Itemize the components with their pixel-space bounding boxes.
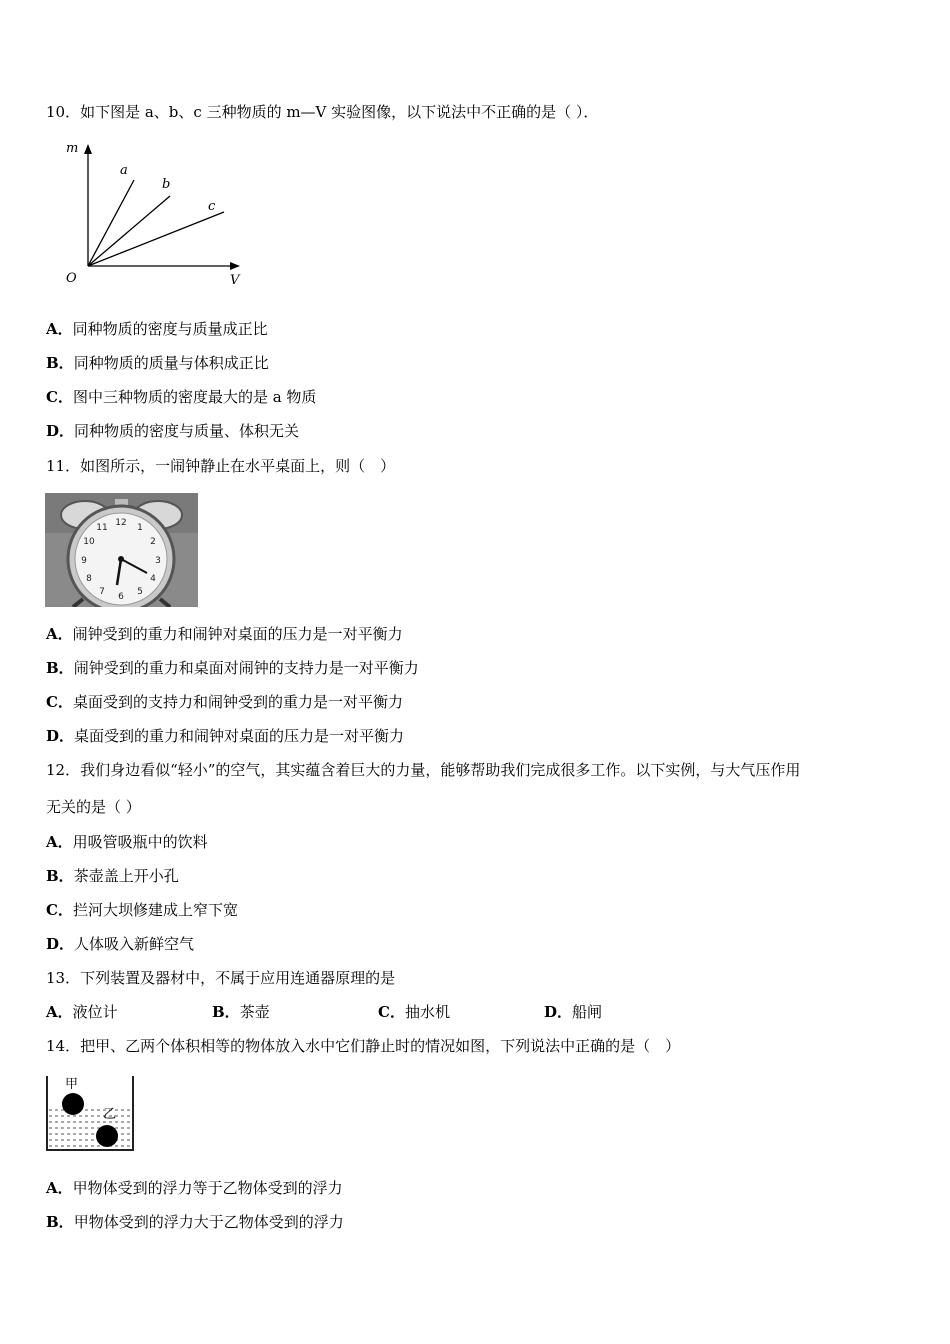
graph-label-b: b: [162, 177, 171, 192]
object-yi: [96, 1125, 118, 1147]
clock-12: 12: [115, 518, 127, 528]
q12-stem-line2: 无关的是（ ）: [46, 798, 141, 816]
label-yi: 乙: [103, 1107, 117, 1122]
object-jia: [62, 1093, 84, 1115]
q12-stem-line1: 12．我们身边看似“轻小”的空气，其实蕴含着巨大的力量，能够帮助我们完成很多工作。以下实例，与大气压作用: [46, 761, 801, 779]
clock-4: 4: [150, 574, 156, 584]
q12-option-d: D．人体吸入新鲜空气: [46, 935, 195, 953]
alarm-clock-image: [45, 493, 198, 607]
q13-option-c: C．抽水机: [378, 1003, 450, 1021]
x-axis-arrow-icon: [230, 262, 240, 270]
q10-stem: 10．如下图是 a、b、c 三种物质的 m—V 实验图像，以下说法中不正确的是（ ）．: [46, 103, 599, 121]
line-a: [88, 180, 134, 266]
line-b: [88, 196, 170, 266]
q13-options: [46, 1002, 602, 1022]
q13-option-b: B．茶壶: [212, 1003, 270, 1021]
clock-3: 3: [155, 556, 161, 566]
label-jia: 甲: [65, 1077, 79, 1092]
q12-option-c: C．拦河大坝修建成上窄下宽: [46, 901, 238, 919]
graph-label-a: a: [120, 163, 128, 178]
q13-option-d: D．船闸: [544, 1003, 603, 1021]
y-axis-arrow-icon: [84, 144, 92, 154]
q11-option-c: C．桌面受到的支持力和闹钟受到的重力是一对平衡力: [46, 693, 403, 711]
q11-stem: 11．如图所示，一闹钟静止在水平桌面上，则（ ）: [46, 457, 396, 475]
clock-6: 6: [118, 592, 124, 602]
q14-option-b: B．甲物体受到的浮力大于乙物体受到的浮力: [46, 1213, 344, 1231]
q14-option-a: A．甲物体受到的浮力等于乙物体受到的浮力: [46, 1179, 343, 1197]
q12-option-a: A．用吸管吸瓶中的饮料: [46, 833, 208, 851]
floating-objects-figure: [45, 1072, 135, 1152]
graph-origin-label: O: [66, 271, 77, 286]
q11-option-b: B．闹钟受到的重力和桌面对闹钟的支持力是一对平衡力: [46, 659, 419, 677]
graph-label-c: c: [208, 199, 216, 214]
q11-option-d: D．桌面受到的重力和闹钟对桌面的压力是一对平衡力: [46, 727, 405, 745]
q10-option-d: D．同种物质的密度与质量、体积无关: [46, 422, 300, 440]
q10-option-a: A．同种物质的密度与质量成正比: [46, 320, 268, 338]
q13-stem: 13．下列装置及器材中，不属于应用连通器原理的是: [46, 969, 396, 987]
graph-y-label: m: [66, 141, 79, 156]
q13-option-a: A．液位计: [46, 1003, 118, 1021]
clock-7: 7: [99, 587, 105, 597]
clock-9: 9: [81, 556, 87, 566]
q12-option-b: B．茶壶盖上开小孔: [46, 867, 179, 885]
clock-1: 1: [137, 523, 143, 533]
clock-8: 8: [86, 574, 92, 584]
q10-option-c: C．图中三种物质的密度最大的是 a 物质: [46, 388, 317, 406]
clock-5: 5: [137, 587, 143, 597]
container: [47, 1076, 133, 1150]
q14-stem: 14．把甲、乙两个体积相等的物体放入水中它们静止时的情况如图，下列说法中正确的是（ ）: [46, 1037, 681, 1055]
clock-11: 11: [96, 523, 108, 533]
q11-option-a: A．闹钟受到的重力和闹钟对桌面的压力是一对平衡力: [46, 625, 403, 643]
clock-2: 2: [150, 537, 156, 547]
graph-x-label: V: [230, 273, 240, 288]
clock-10: 10: [83, 537, 95, 547]
mv-graph: [58, 138, 248, 288]
q10-option-b: B．同种物质的质量与体积成正比: [46, 354, 269, 372]
line-c: [88, 212, 224, 266]
